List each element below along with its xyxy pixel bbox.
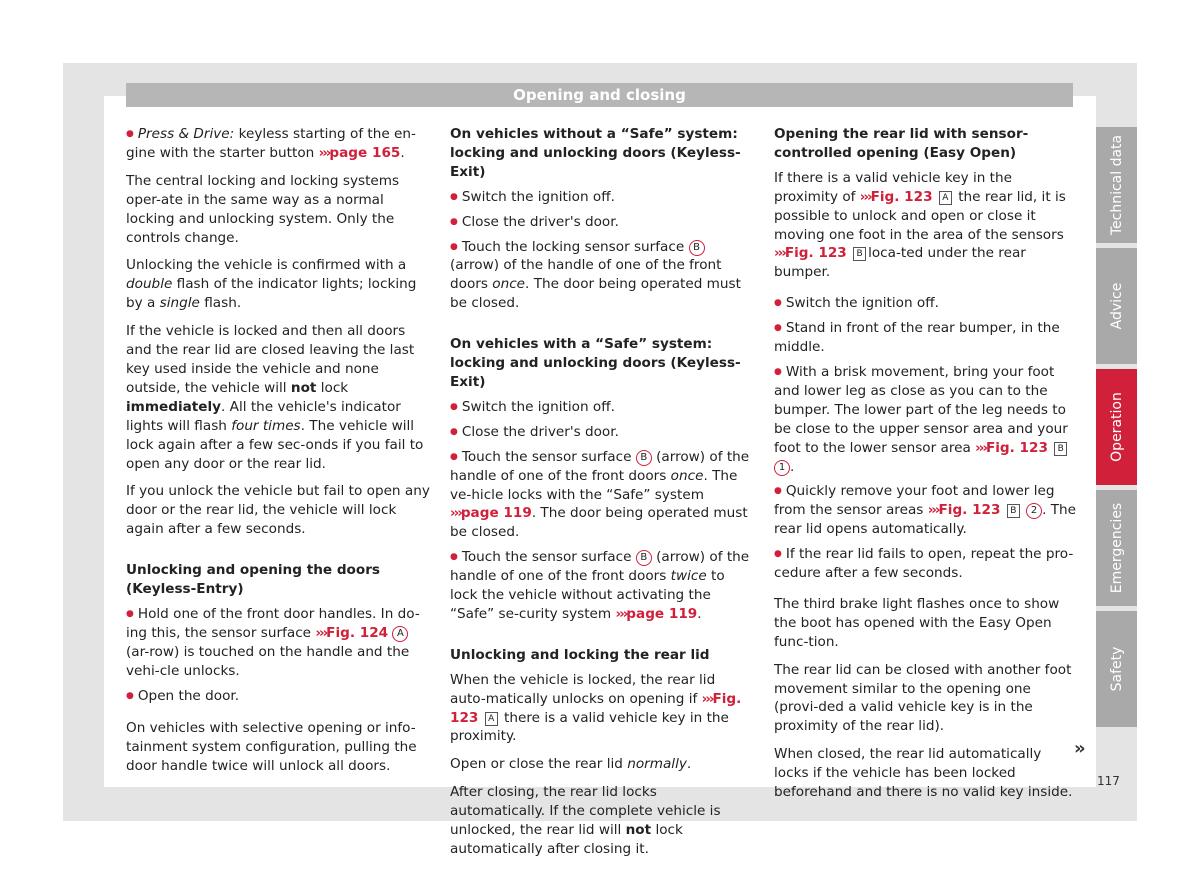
box-label: B (1007, 504, 1020, 518)
bullet-item: ● With a brisk movement, bring your foot and lower leg as close as you can to the bumper. The lower part of the leg needs to be close to the upper sensor area and your foot to the lower sensor area ››› Fig. 123 B 1 . (774, 363, 1078, 476)
paragraph: If there is a valid vehicle key in the proximity of ››› Fig. 123 A the rear lid, it is possible to unlock and open or close it moving one foot in the area of the sensors ››› Fig. 123 B loca-ted under the rear bumper. (774, 169, 1078, 282)
subheading: On vehicles with a “Safe” system: locking and unlocking doors (Keyless-Exit) (450, 336, 741, 390)
paragraph: If you unlock the vehicle but fail to open any door or the rear lid, the vehicle will lock again after a few seconds. (126, 483, 430, 538)
figure-reference-link[interactable]: ››› Fig. 123 (975, 440, 1048, 456)
bullet-item: ● Switch the ignition off. (450, 398, 752, 417)
bullet-item: ● Hold one of the front door handles. In do-ing this, the sensor surface ››› Fig. 124 A (ar-row) is touched on the handle and the vehi-cle unlocks. (126, 605, 432, 681)
subheading: On vehicles without a “Safe” system: locking and unlocking doors (Keyless-Exit) (450, 126, 741, 180)
subheading: Unlocking and opening the doors (Keyless-Entry) (126, 562, 381, 598)
paragraph: After closing, the rear lid locks automatically. If the complete vehicle is unlocked, the rear lid will not lock automatically after closing it. (450, 784, 721, 857)
paragraph-press-drive: ● Press & Drive: keyless starting of the en-gine with the starter button ››› page 165. (126, 125, 432, 163)
paragraph: The third brake light flashes once to show the boot has opened with the Easy Open func-tion. (774, 595, 1060, 650)
bullet-item: ● Touch the sensor surface B (arrow) of the handle of one of the front doors once. The ve-hicle locks with the “Safe” system ››› page 119. The door being operated must be closed. (450, 448, 752, 543)
bullet-item: ● If the rear lid fails to open, repeat the pro-cedure after a few seconds. (774, 545, 1078, 583)
page-reference-link[interactable]: ››› page 119 (450, 505, 532, 521)
page-number: 117 (1097, 774, 1120, 788)
column-3 (774, 125, 1078, 811)
circle-label: 2 (1026, 503, 1042, 519)
box-label: B (853, 247, 866, 261)
box-label: A (939, 191, 952, 205)
page-reference-link[interactable]: ››› page 165 (319, 145, 401, 161)
continue-arrow-icon: » (1074, 738, 1086, 759)
figure-reference-link[interactable]: ››› Fig. 123 (450, 691, 741, 726)
figure-reference-link[interactable]: ››› Fig. 123 (774, 245, 847, 261)
tab-technical-data[interactable]: Technical data (1096, 127, 1137, 243)
paragraph: The central locking and locking systems oper-ate in the same way as a normal locking and unlocking system. Only the controls change. (126, 172, 400, 246)
paragraph: When closed, the rear lid automatically locks if the vehicle has been locked beforehand and there is no valid key inside. (774, 746, 1073, 801)
figure-reference-link[interactable]: ››› Fig. 123 (860, 189, 933, 205)
paragraph: Unlocking the vehicle is confirmed with a double flash of the indicator lights; locking by a single flash. (126, 257, 417, 312)
circle-label: B (636, 550, 652, 566)
bullet-item: ● Switch the ignition off. (450, 188, 752, 207)
column-1 (126, 125, 432, 785)
paragraph: When the vehicle is locked, the rear lid auto-matically unlocks on opening if ››› Fig. 123 A there is a valid vehicle key in the proximity. (450, 671, 752, 747)
tab-emergencies[interactable]: Emergencies (1096, 490, 1137, 606)
circle-label: 1 (774, 460, 790, 476)
tab-advice[interactable]: Advice (1096, 248, 1137, 364)
paragraph: The rear lid can be closed with another foot movement similar to the opening one (provi-ded a valid vehicle key is in the proximity of the rear lid). (774, 661, 1072, 735)
circle-label: A (392, 626, 408, 642)
box-label: A (485, 712, 498, 726)
paragraph: On vehicles with selective opening or info-tainment system configuration, pulling the door handle twice will unlock all doors. (126, 720, 417, 775)
circle-label: B (689, 240, 705, 256)
box-label: B (1054, 442, 1067, 456)
figure-reference-link[interactable]: ››› Fig. 123 (928, 502, 1001, 518)
paragraph: If the vehicle is locked and then all doors and the rear lid are closed leaving the last key used inside the vehicle and none outside, the vehicle will not lock immediately. All the vehicle's indicator lights will flash four times. The vehicle will lock again after a few sec-onds if you fail to open any door or the rear lid. (126, 323, 424, 472)
subheading: Opening the rear lid with sensor-controlled opening (Easy Open) (774, 126, 1029, 161)
circle-label: B (636, 450, 652, 466)
page-reference-link[interactable]: ››› page 119 (615, 606, 697, 622)
column-2 (450, 125, 752, 868)
subheading: Unlocking and locking the rear lid (450, 646, 710, 663)
bullet-item: ● Close the driver's door. (450, 423, 752, 442)
tab-safety[interactable]: Safety (1096, 611, 1137, 727)
section-header: Opening and closing (126, 83, 1073, 107)
bullet-item: ● Switch the ignition off. (774, 294, 1078, 313)
figure-reference-link[interactable]: ››› Fig. 124 (315, 625, 388, 641)
bullet-item: ● Close the driver's door. (450, 213, 752, 232)
tab-operation[interactable]: Operation (1096, 369, 1137, 485)
bullet-item: ● Open the door. (126, 687, 432, 706)
bullet-item: ● Touch the sensor surface B (arrow) of the handle of one of the front doors twice to lock the vehicle without activating the “Safe” se-curity system ››› page 119. (450, 548, 752, 624)
bullet-item: ● Touch the locking sensor surface B (arrow) of the handle of one of the front doors once. The door being operated must be closed. (450, 238, 752, 314)
bullet-item: ● Quickly remove your foot and lower leg from the sensor areas ››› Fig. 123 B 2 . The rear lid opens automatically. (774, 482, 1078, 539)
bullet-item: ● Stand in front of the rear bumper, in the middle. (774, 319, 1078, 357)
paragraph: Open or close the rear lid normally. (450, 756, 692, 773)
